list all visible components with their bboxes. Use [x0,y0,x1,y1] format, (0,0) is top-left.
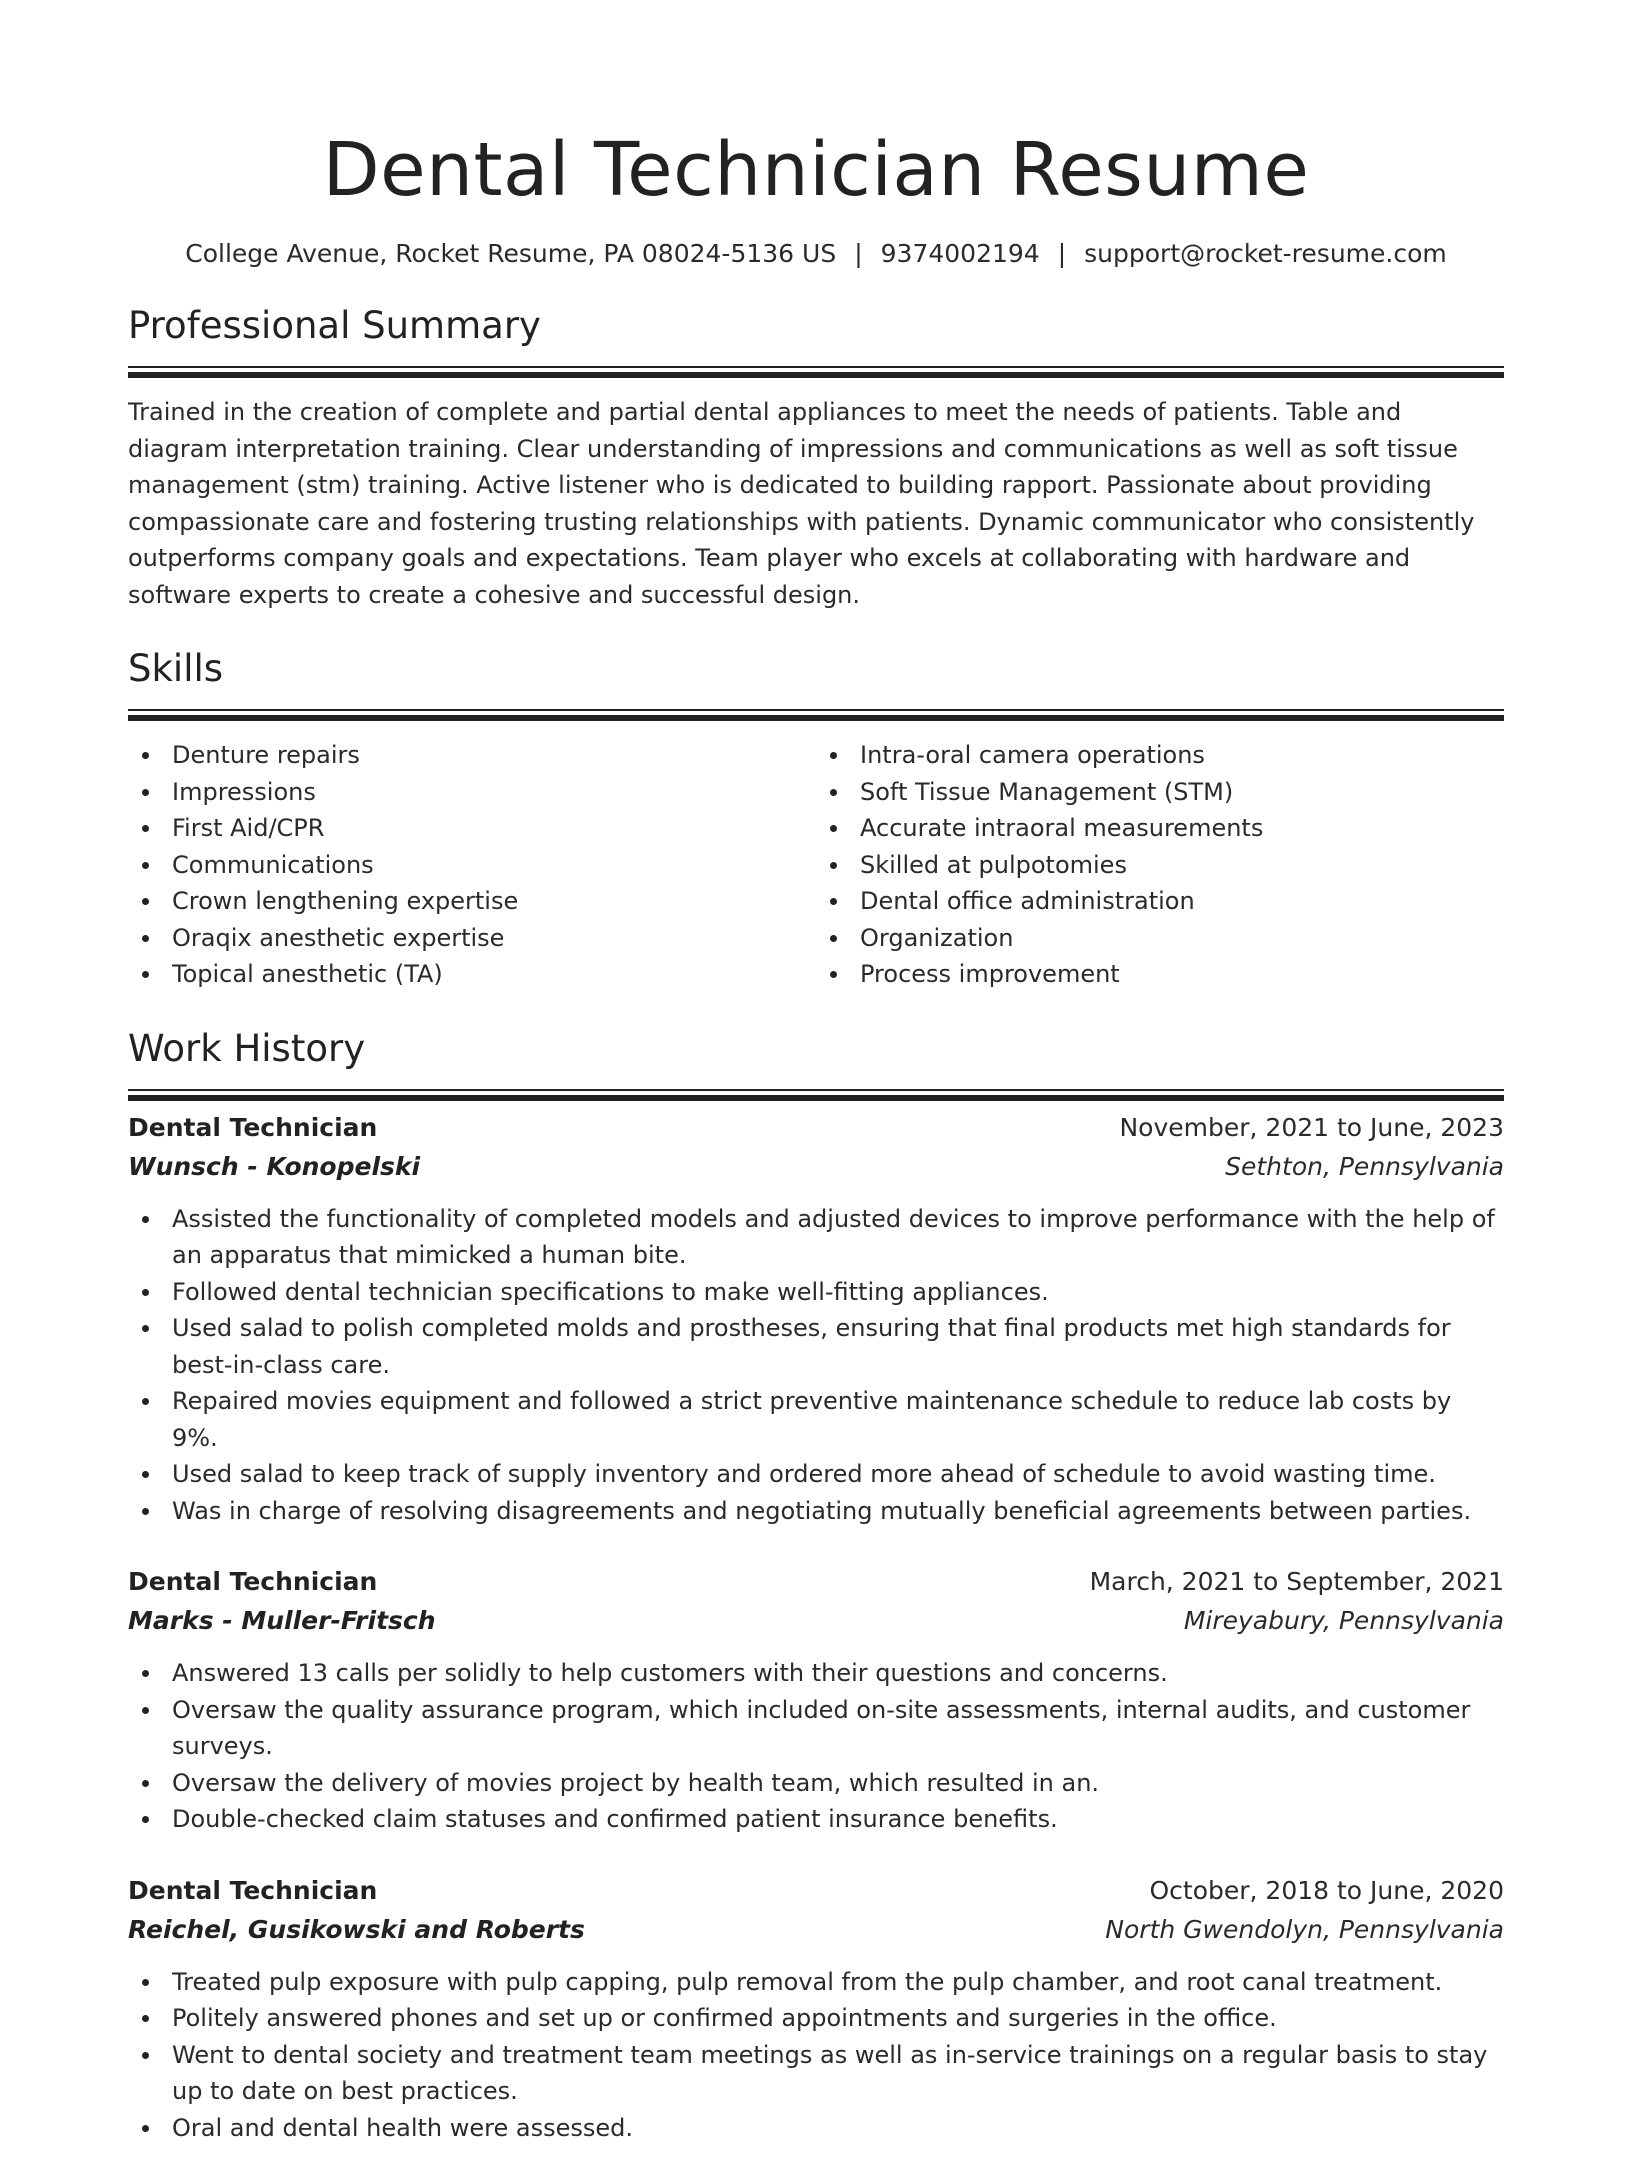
job-title: Dental Technician [128,1112,378,1142]
job-bullet: Was in charge of resolving disagreements and negotiating mutually beneficial agreements between parties. [128,1493,1504,1530]
skill-item: First Aid/CPR [128,810,816,847]
job-bullet: Assisted the functionality of completed models and adjusted devices to improve performance with the help of an apparatus that mimicked a human bite. [128,1201,1504,1274]
contact-address: College Avenue, Rocket Resume, PA 08024-5136 US [185,239,837,268]
skill-item: Dental office administration [816,883,1504,920]
job-dates: November, 2021 to June, 2023 [1119,1112,1504,1142]
job-bullet: Followed dental technician specifications to make well-fitting appliances. [128,1274,1504,1311]
job-bullet: Repaired movies equipment and followed a strict preventive maintenance schedule to reduce lab costs by 9%. [128,1383,1504,1456]
section-title-work-history: Work History [128,1026,366,1070]
skills-list-left [128,737,816,993]
skill-item: Skilled at pulpotomies [816,847,1504,884]
skill-item: Soft Tissue Management (STM) [816,774,1504,811]
job-title: Dental Technician [128,1875,378,1905]
contact-line [128,238,1504,270]
job-entry [128,1563,1504,1838]
job-bullet: Treated pulp exposure with pulp capping, pulp removal from the pulp chamber, and root canal treatment. [128,1964,1504,2001]
job-bullet: Politely answered phones and set up or confirmed appointments and surgeries in the office. [128,2000,1504,2037]
work-history-section [128,1027,1504,2147]
skill-item: Organization [816,920,1504,957]
contact-separator: | [854,239,863,268]
job-bullet: Went to dental society and treatment team meetings as well as in-service trainings on a regular basis to stay up to date on best practices. [128,2037,1504,2110]
job-dates: October, 2018 to June, 2020 [1149,1875,1504,1905]
skill-item: Denture repairs [128,737,816,774]
job-location: Sethton, Pennsylvania [1225,1151,1504,1181]
skill-item: Process improvement [816,956,1504,993]
skills-section [128,647,1504,993]
skill-item: Accurate intraoral measurements [816,810,1504,847]
section-title-summary: Professional Summary [128,304,541,347]
summary-section [128,304,1504,613]
skill-item: Crown lengthening expertise [128,883,816,920]
resume-title: Dental Technician Resume [322,127,1310,213]
skill-item: Oraqix anesthetic expertise [128,920,816,957]
job-company: Reichel, Gusikowski and Roberts [128,1914,585,1944]
job-dates: March, 2021 to September, 2021 [1089,1567,1504,1596]
skill-item: Topical anesthetic (TA) [128,956,816,993]
skills-list-right [816,737,1504,993]
job-title: Dental Technician [128,1567,378,1596]
job-bullet: Oversaw the delivery of movies project by health team, which resulted in an. [128,1765,1504,1802]
section-divider [128,1089,1504,1091]
skill-item: Communications [128,847,816,884]
job-bullets [128,1964,1504,2147]
section-divider [128,709,1504,711]
job-bullets [128,1655,1504,1838]
job-bullets [128,1201,1504,1530]
job-bullet: Used salad to polish completed molds and prostheses, ensuring that final products met high standards for best-in-class care. [128,1310,1504,1383]
job-entry [128,1872,1504,2147]
contact-separator: | [1057,239,1067,268]
skill-item: Impressions [128,774,816,811]
job-bullet: Oversaw the quality assurance program, which included on-site assessments, internal audits, and customer surveys. [128,1692,1504,1765]
skills-columns [128,737,1504,993]
resume-page [128,0,1504,2180]
job-entry [128,1109,1504,1530]
job-location: North Gwendolyn, Pennsylvania [1105,1914,1504,1944]
job-bullet: Double-checked claim statuses and confirmed patient insurance benefits. [128,1801,1504,1838]
job-bullet: Oral and dental health were assessed. [128,2110,1504,2147]
contact-phone: 9374002194 [880,239,1040,268]
section-divider [128,366,1504,368]
job-bullet: Used salad to keep track of supply inventory and ordered more ahead of schedule to avoid wasting time. [128,1456,1504,1493]
job-company: Marks - Muller-Fritsch [128,1606,436,1635]
job-location: Mireyabury, Pennsylvania [1183,1606,1504,1635]
job-company: Wunsch - Konopelski [128,1151,421,1181]
section-title-skills: Skills [128,647,224,690]
contact-email: support@rocket-resume.com [1084,239,1447,268]
job-bullet: Answered 13 calls per solidly to help customers with their questions and concerns. [128,1655,1504,1692]
summary-text: Trained in the creation of complete and partial dental appliances to meet the needs of patients. Table and diagram interpretation training. Clear understanding of impressions and communications as well as soft tissue management (stm) training. Active listener who is dedicated to building rapport. Passionate about providing compassionate care and fostering trusting relationships with patients. Dynamic communicator who consistently outperforms company goals and expectations. Team player who excels at collaborating with hardware and software experts to create a cohesive and successful design. [128,398,1475,609]
skill-item: Intra-oral camera operations [816,737,1504,774]
